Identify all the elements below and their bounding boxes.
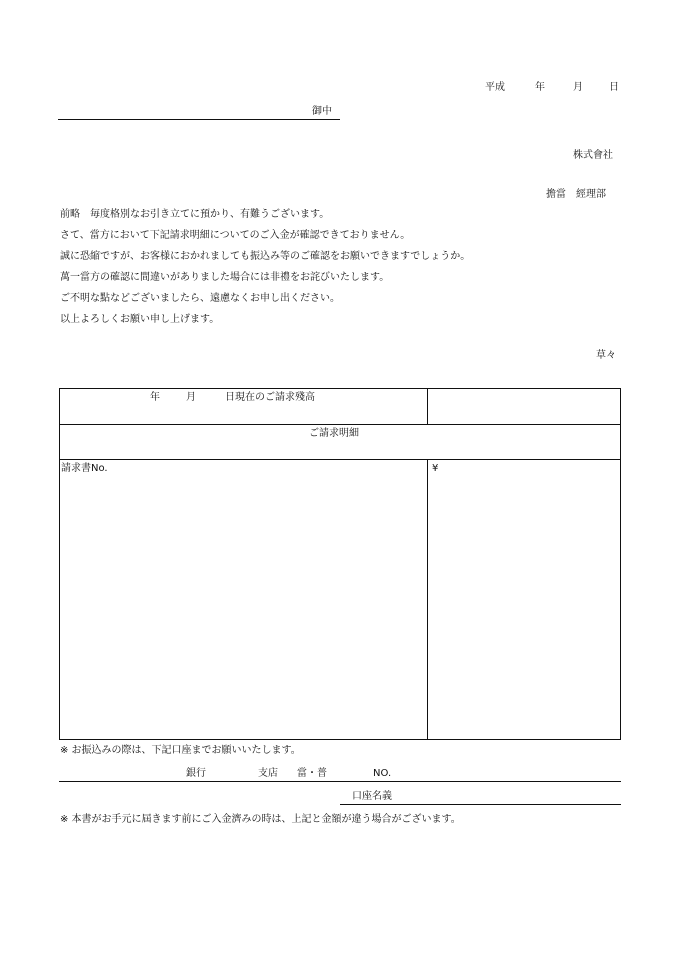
body-line-3: 誠に恐縮ですが、お客様におかれましても振込み等のご確認をお願いできますでしょうか。 bbox=[60, 251, 471, 262]
table-top-divider bbox=[427, 388, 428, 425]
invoice-no-label: 請求書No. bbox=[61, 463, 108, 474]
bank-label: 銀行 bbox=[186, 768, 206, 779]
company-name: 株式會社 bbox=[573, 150, 613, 161]
body-line-5: ご不明な點などございましたら、遠慮なくお申し出ください。 bbox=[60, 293, 340, 304]
currency-symbol: ¥ bbox=[432, 463, 439, 474]
balance-label: 日現在のご請求殘高 bbox=[225, 392, 315, 403]
branch-label: 支店 bbox=[258, 768, 278, 779]
transfer-note: ※ お振込みの際は、下記口座までお願いいたします。 bbox=[60, 745, 301, 756]
closing-remark: 草々 bbox=[596, 350, 616, 361]
body-line-1: 前略 毎度格別なお引き立てに預かり、有難うございます。 bbox=[60, 209, 330, 220]
date-month-label: 月 bbox=[573, 82, 583, 93]
account-holder-underline bbox=[340, 804, 621, 805]
account-holder-label: 口座名義 bbox=[352, 791, 392, 802]
bank-info-underline bbox=[59, 781, 621, 782]
body-line-6: 以上よろしくお願い申し上げます。 bbox=[60, 314, 220, 325]
recipient-underline bbox=[58, 119, 340, 120]
table-row-divider-2 bbox=[59, 459, 621, 460]
invoice-table bbox=[59, 388, 621, 740]
date-year-label: 年 bbox=[535, 82, 545, 93]
department: 擔當 經理部 bbox=[546, 189, 606, 200]
table-row-divider-1 bbox=[59, 424, 621, 425]
date-era: 平成 bbox=[485, 82, 505, 93]
balance-year-label: 年 bbox=[150, 392, 160, 403]
balance-month-label: 月 bbox=[186, 392, 196, 403]
recipient-suffix: 御中 bbox=[312, 106, 332, 117]
details-title: ご請求明細 bbox=[309, 428, 359, 439]
account-no-label: NO. bbox=[373, 768, 392, 779]
final-note: ※ 本書がお手元に屆きます前にご入金濟みの時は、上記と金額が違う場合がございます。 bbox=[60, 814, 461, 825]
body-line-2: さて、當方において下記請求明細についてのご入金が確認できておりません。 bbox=[60, 230, 411, 241]
account-type: 當・普 bbox=[297, 768, 327, 779]
date-day-label: 日 bbox=[609, 82, 619, 93]
body-line-4: 萬一當方の確認に間違いがありました場合には非禮をお詫びいたします。 bbox=[60, 272, 390, 283]
table-body-divider bbox=[427, 459, 428, 740]
